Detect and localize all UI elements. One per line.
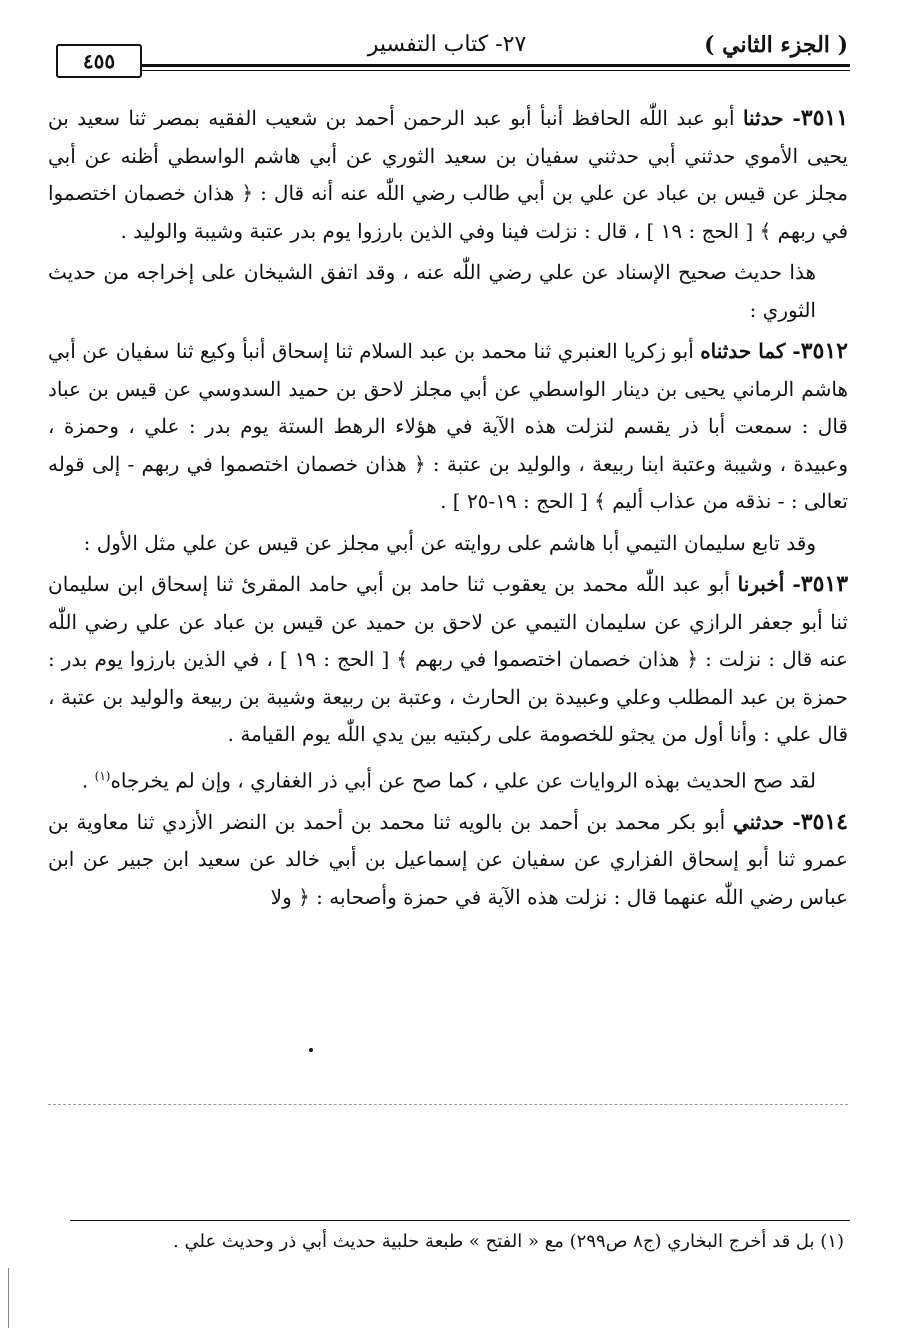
hadith-lead-word: حدثنا [742, 106, 784, 130]
scan-dotted-line [48, 1104, 848, 1105]
running-header [44, 28, 850, 76]
footnote-reference[interactable]: (١) [94, 768, 111, 783]
footnote: (١) بل قد أخرج البخاري (ج٨ ص٢٩٩) مع « الفتح » طبعة حلبية حديث أبي ذر وحديث علي . [173, 1231, 844, 1252]
hadith-text: أبو عبد اللّٰه الحافظ أنبأ أبو عبد الرحمن أحمد بن شعيب الفقيه بمصر ثنا سعيد بن يحيى الأموي حدثني أبي حدثني سفيان بن سعيد الثوري عن أبي هاشم الواسطي أظنه عن أبي مجلز عن قيس بن عباد عن علي بن أبي طالب رضي اللّٰه عنه أنه قال : ﴿ هذان خصمان اختصموا في ربهم ﴾ [ الحج : ١٩ ] ، قال : نزلت فينا وفي الذين بارزوا يوم بدر عتبة وشيبة والوليد . [48, 106, 848, 243]
commentary-paragraph: لقد صح الحديث بهذه الروايات عن علي ، كما صح عن أبي ذر الغفاري ، وإن لم يخرجاه$^{(١)}$ . [81, 768, 816, 793]
volume-part-label: ( الجزء الثاني ) [704, 32, 848, 58]
commentary-text: لقد صح الحديث بهذه الروايات عن علي ، كما صح عن أبي ذر الغفاري ، وإن لم يخرجاه [110, 768, 816, 793]
scan-speck [309, 1048, 313, 1052]
hadith-lead-word: حدثني [732, 809, 785, 834]
hadith-number: ٣٥١٤ [800, 808, 848, 835]
hadith-number: ٣٥١٣ [800, 571, 849, 597]
scan-margin-line [8, 1268, 9, 1328]
hadith-lead-word: كما حدثناه [700, 339, 786, 363]
header-rule-thin [140, 70, 850, 71]
commentary-text: هذا حديث صحيح الإسناد عن علي رضي اللّٰه عنه ، وقد اتفق الشيخان على إخراجه من حديث الثوري : [48, 260, 816, 322]
book-title: ٢٧- كتاب التفسير [367, 32, 527, 57]
hadith-text: أبو عبد اللّٰه محمد بن يعقوب ثنا حامد بن أبي حامد المقرئ ثنا إسحاق ابن سليمان ثنا أبو جعفر الرازي عن سليمان التيمي عن لاحق بن حميد عن قيس بن عباد عن علي رضي اللّٰه عنه قال : نزلت : ﴿ هذان خصمان اختصموا في ربهم ﴾ [ الحج : ١٩ ] ، في الذين بارزوا يوم بدر : حمزة بن عبد المطلب وعلي وعبيدة بن الحارث ، وعتبة بن ربيعة وشيبة بن ربيعة والوليد بن عتبة ، قال علي : وأنا أول من يجثو للخصومة على ركبتيه بين يدي اللّٰه يوم القيامة . [48, 572, 848, 746]
hadith-paragraph: ٣٥١٢- كما حدثناه أبو زكريا العنبري ثنا محمد بن عبد السلام ثنا إسحاق أنبأ وكيع ثنا سفيان عن أبي هاشم الرماني يحيى بن دينار الواسطي عن أبي مجلز لاحق بن حميد السدوسي عن قيس بن عباد قال : سمعت أبا ذر يقسم لنزلت هذه الآية في هؤلاء الرهط الستة يوم بدر : علي ، وحمزة ، وعبيدة ، وشيبة وعتبة ابنا ربيعة ، والوليد بن عتبة : ﴿ هذان خصمان اختصموا في ربهم - إلى قوله تعالى : - نذقه من عذاب أليم ﴾ [ الحج : ١٩-٢٥ ] . [48, 338, 848, 513]
commentary-paragraph [48, 525, 848, 563]
footnote-rule [70, 1220, 850, 1221]
hadith-number: ٣٥١٢ [800, 338, 848, 364]
hadith-paragraph: ٣٥١٤- حدثني أبو بكر محمد بن أحمد بن بالويه ثنا محمد بن أحمد بن النضر الأزدي ثنا معاوية بن عمرو ثنا أبو إسحاق الفزاري عن سفيان عن إسماعيل بن أبي خالد عن سعيد ابن جبير عن ابن عباس رضي اللّٰه عنهما قال : نزلت هذه الآية في حمزة وأصحابه : ﴿ ولا [48, 808, 848, 909]
commentary-paragraph [48, 254, 848, 329]
commentary-text: وقد تابع سليمان التيمي أبا هاشم على روايته عن أبي مجلز عن قيس عن علي مثل الأول : [83, 530, 816, 555]
hadith-text: أبو بكر محمد بن أحمد بن بالويه ثنا محمد بن أحمد بن النضر الأزدي ثنا معاوية بن عمرو ثنا أبو إسحاق الفزاري عن سفيان عن إسماعيل بن أبي خالد عن سعيد ابن جبير عن ابن عباس رضي اللّٰه عنهما قال : نزلت هذه الآية في حمزة وأصحابه : ﴿ ولا [48, 809, 848, 909]
main-text [48, 100, 848, 920]
page-number: ٤٥٥ [56, 44, 142, 78]
hadith-number: ٣٥١١ [800, 105, 849, 131]
hadith-paragraph: ٣٥١١- حدثنا أبو عبد اللّٰه الحافظ أنبأ أبو عبد الرحمن أحمد بن شعيب الفقيه بمصر ثنا سعيد بن يحيى الأموي حدثني أبي حدثني سفيان بن سعيد الثوري عن أبي هاشم الواسطي أظنه عن أبي مجلز عن قيس بن عباد عن علي بن أبي طالب رضي اللّٰه عنه أنه قال : ﴿ هذان خصمان اختصموا في ربهم ﴾ [ الحج : ١٩ ] ، قال : نزلت فينا وفي الذين بارزوا يوم بدر عتبة وشيبة والوليد . [48, 105, 849, 243]
hadith-text: أبو زكريا العنبري ثنا محمد بن عبد السلام ثنا إسحاق أنبأ وكيع ثنا سفيان عن أبي هاشم الرماني يحيى بن دينار الواسطي عن أبي مجلز لاحق بن حميد السدوسي عن قيس بن عباد قال : سمعت أبا ذر يقسم لنزلت هذه الآية في هؤلاء الرهط الستة يوم بدر : علي ، وحمزة ، وعبيدة ، وشيبة وعتبة ابنا ربيعة ، والوليد بن عتبة : ﴿ هذان خصمان اختصموا في ربهم - إلى قوله تعالى : - نذقه من عذاب أليم ﴾ [ الحج : ١٩-٢٥ ] . [48, 339, 848, 513]
hadith-lead-word: أخبرنا [737, 572, 785, 596]
header-rule-thick [140, 64, 850, 67]
hadith-paragraph: ٣٥١٣- أخبرنا أبو عبد اللّٰه محمد بن يعقوب ثنا حامد بن أبي حامد المقرئ ثنا إسحاق ابن سليمان ثنا أبو جعفر الرازي عن سليمان التيمي عن لاحق بن حميد عن قيس بن عباد عن علي رضي اللّٰه عنه قال : نزلت : ﴿ هذان خصمان اختصموا في ربهم ﴾ [ الحج : ١٩ ] ، في الذين بارزوا يوم بدر : حمزة بن عبد المطلب وعلي وعبيدة بن الحارث ، وعتبة بن ربيعة وشيبة بن ربيعة والوليد بن عتبة ، قال علي : وأنا أول من يجثو للخصومة على ركبتيه بين يدي اللّٰه يوم القيامة . [48, 571, 849, 746]
